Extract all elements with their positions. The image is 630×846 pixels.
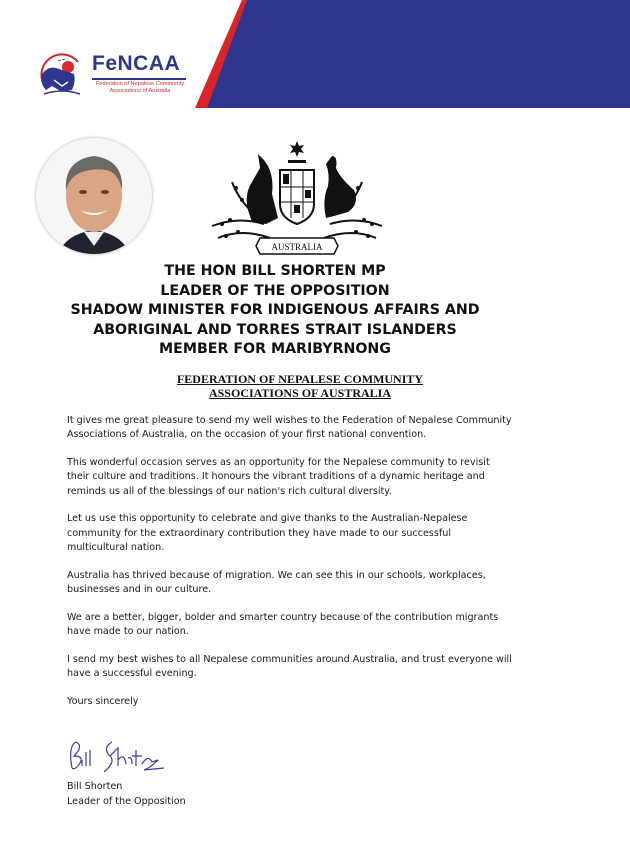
paragraph-line: It gives me great pleasure to send my well wishes to the Federation of Nepalese Community <box>67 415 512 426</box>
paragraph-line: multicultural nation. <box>67 542 165 554</box>
logo-subtitle-line-2: Associations of Australia <box>109 88 171 94</box>
handwritten-signature <box>66 738 166 780</box>
paragraph-line: We are a better, bigger, bolder and smarter country because of the contribution migrants <box>67 611 499 623</box>
logo-subtitle <box>92 81 188 95</box>
coat-of-arms <box>208 138 386 258</box>
crest-banner-text: AUSTRALIA <box>271 242 323 252</box>
title-line-4: ABORIGINAL AND TORRES STRAIT ISLANDERS <box>93 321 457 338</box>
emu-icon <box>324 156 356 218</box>
logo-subtitle-line-1: Federation of Nepalese Community <box>96 81 184 87</box>
closing <box>67 695 537 709</box>
paragraph-line: Australia has thrived because of migration. We can see this in our schools, workplaces, <box>67 569 486 581</box>
fencaa-logo <box>38 52 188 100</box>
paragraph-line: their culture and traditions. It honours the vibrant traditions of a dynamic heritage and <box>67 471 485 483</box>
fencaa-emblem-icon <box>38 52 86 98</box>
signatory-name: Bill Shorten <box>67 781 123 792</box>
paragraph-line: Associations of Australia, on the occasion of your first national convention. <box>67 429 427 441</box>
paragraph <box>67 512 537 555</box>
paragraph <box>67 569 537 598</box>
paragraph-line: community for the extraordinary contribution they have made to our successful <box>67 527 452 539</box>
kangaroo-icon <box>247 154 278 224</box>
sender-titles <box>40 262 510 360</box>
recipient-line-2: ASSOCIATIONS OF AUSTRALIA <box>208 385 392 400</box>
portrait-image <box>36 138 152 254</box>
signatory-title: Leader of the Opposition <box>67 796 186 807</box>
header-blue-panel <box>207 0 630 108</box>
paragraph-line: have a successful evening. <box>67 668 197 680</box>
title-line-2: LEADER OF THE OPPOSITION <box>160 282 390 299</box>
paragraph-line: businesses and in our culture. <box>67 584 212 596</box>
paragraph-line: have made to our nation. <box>67 626 189 638</box>
paragraph <box>67 653 537 682</box>
title-line-1: THE HON BILL SHORTEN MP <box>164 263 386 279</box>
recipient-heading <box>130 373 470 400</box>
paragraph-line: This wonderful occasion serves as an opportunity for the Nepalese community to revisit <box>67 457 490 469</box>
recipient-line-1: FEDERATION OF NEPALESE COMMUNITY <box>176 372 424 386</box>
paragraph <box>67 414 537 443</box>
logo-wordmark: FeNCAA <box>92 52 181 75</box>
paragraph-line: I send my best wishes to all Nepalese communities around Australia, and trust everyone will <box>67 654 512 666</box>
letter-body <box>67 414 537 723</box>
commonwealth-star-icon <box>290 141 304 157</box>
title-line-3: SHADOW MINISTER FOR INDIGENOUS AFFAIRS AND <box>70 302 480 318</box>
paragraph <box>67 456 537 499</box>
paragraph <box>67 611 537 640</box>
paragraph-line: reminds us all of the blessings of our nation's rich cultural diversity. <box>67 485 392 497</box>
logo-rule <box>92 78 186 80</box>
closing-line: Yours sincerely <box>67 696 139 708</box>
portrait-photo <box>36 138 152 254</box>
paragraph-line: Let us use this opportunity to celebrate and give thanks to the Australian-Nepalese <box>67 513 468 525</box>
title-line-5: MEMBER FOR MARIBYRNONG <box>159 341 391 357</box>
